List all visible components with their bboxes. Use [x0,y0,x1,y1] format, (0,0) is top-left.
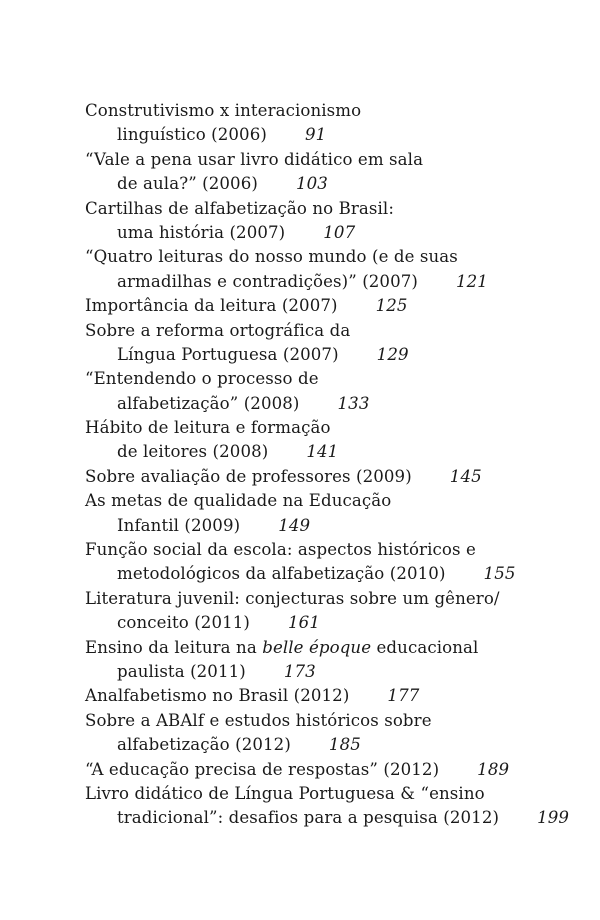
table-of-contents [85,99,585,831]
toc-entry-title-continued [85,562,585,586]
title-text: uma história (2007) [117,222,286,242]
toc-entry [85,245,585,294]
title-text: conceito (2011) [117,613,251,633]
toc-entry [85,538,585,587]
toc-entry-title-continued [85,806,585,830]
toc-entry [85,148,585,197]
title-text: tradicional”: desafios para a pesquisa (2012) [117,808,500,828]
title-text: educacional [371,637,479,657]
title-text: Língua Portuguesa (2007) [117,344,339,364]
title-text: metodológicos da alfabetização (2010) [117,564,446,584]
toc-entry [85,367,585,416]
toc-entry-title [85,782,585,806]
toc-entry-title-continued [85,343,585,367]
title-text: Hábito de leitura e formação [85,418,331,438]
toc-entry-title-continued [85,611,585,635]
toc-entry-title-continued [85,440,585,464]
toc-entry [85,758,585,782]
toc-entry [85,587,585,636]
toc-entry [85,416,585,465]
toc-entry-title [85,758,585,782]
toc-entry-title [85,489,585,513]
page-number: 155 [483,564,516,584]
page-number: 189 [477,759,510,779]
page-number: 149 [278,515,311,535]
toc-entry-title [85,245,585,269]
toc-entry [85,684,585,708]
title-text: Literatura juvenil: conjecturas sobre um gênero/ [85,588,500,608]
toc-entry-title-continued [85,172,585,196]
toc-entry-title [85,538,585,562]
toc-entry-title [85,197,585,221]
toc-entry-title-continued [85,514,585,538]
toc-entry-title-continued [85,123,585,147]
toc-entry-title-continued [85,392,585,416]
toc-entry [85,709,585,758]
toc-entry [85,489,585,538]
title-text: de aula?” (2006) [117,174,258,194]
page-number: 125 [375,296,408,316]
page-number: 199 [537,808,570,828]
toc-entry [85,99,585,148]
title-text: Sobre a ABAlf e estudos históricos sobre [85,710,432,730]
page-number: 145 [449,466,482,486]
toc-entry [85,197,585,246]
title-text: paulista (2011) [117,661,246,681]
page-number: 141 [306,442,339,462]
toc-entry [85,465,585,489]
title-text: de leitores (2008) [117,442,269,462]
title-text: linguístico (2006) [117,125,267,145]
toc-entry-title [85,709,585,733]
title-italic-text: belle époque [262,637,372,657]
toc-entry-title [85,99,585,123]
title-text: “Quatro leituras do nosso mundo (e de suas [85,247,458,267]
toc-entry-title [85,148,585,172]
toc-entry-title-continued [85,660,585,684]
toc-entry-title [85,319,585,343]
page-number: 103 [295,174,328,194]
toc-entry [85,294,585,318]
title-text: Analfabetismo no Brasil (2012) [85,686,350,706]
title-text: As metas de qualidade na Educação [85,491,392,511]
title-text: “A educação precisa de respostas” (2012) [85,759,440,779]
toc-entry-title [85,684,585,708]
title-text: alfabetização (2012) [117,735,291,755]
toc-entry-title [85,587,585,611]
title-text: Ensino da leitura na [85,637,263,657]
toc-entry-title-continued [85,270,585,294]
title-text: Função social da escola: aspectos históricos e [85,540,476,560]
title-text: Construtivismo x interacionismo [85,101,362,120]
toc-entry [85,636,585,685]
toc-entry-title [85,367,585,391]
page-number: 91 [304,125,327,145]
title-text: alfabetização” (2008) [117,393,300,413]
toc-entry-title [85,416,585,440]
title-text: Sobre a reforma ortográfica da [85,320,351,340]
title-text: Importância da leitura (2007) [85,296,338,316]
toc-entry [85,319,585,368]
toc-entry-title-continued [85,733,585,757]
page-number: 177 [387,686,420,706]
title-text: armadilhas e contradições)” (2007) [117,271,418,291]
page-number: 185 [328,735,361,755]
toc-entry [85,782,585,831]
toc-entry-title-continued [85,221,585,245]
page-number: 161 [288,613,320,633]
title-text: Sobre avaliação de professores (2009) [85,466,412,486]
page-number: 129 [376,344,409,364]
page-number: 173 [283,661,316,681]
toc-entry-title [85,465,585,489]
title-text: Cartilhas de alfabetização no Brasil: [85,198,395,218]
page-number: 121 [455,271,488,291]
page-number: 107 [323,222,356,242]
toc-entry-title [85,636,585,660]
toc-entry-title [85,294,585,318]
page-number: 133 [337,393,370,413]
title-text: Livro didático de Língua Portuguesa & “ensino [85,783,485,803]
title-text: “Vale a pena usar livro didático em sala [85,149,424,169]
title-text: “Entendendo o processo de [85,369,319,389]
title-text: Infantil (2009) [117,515,241,535]
